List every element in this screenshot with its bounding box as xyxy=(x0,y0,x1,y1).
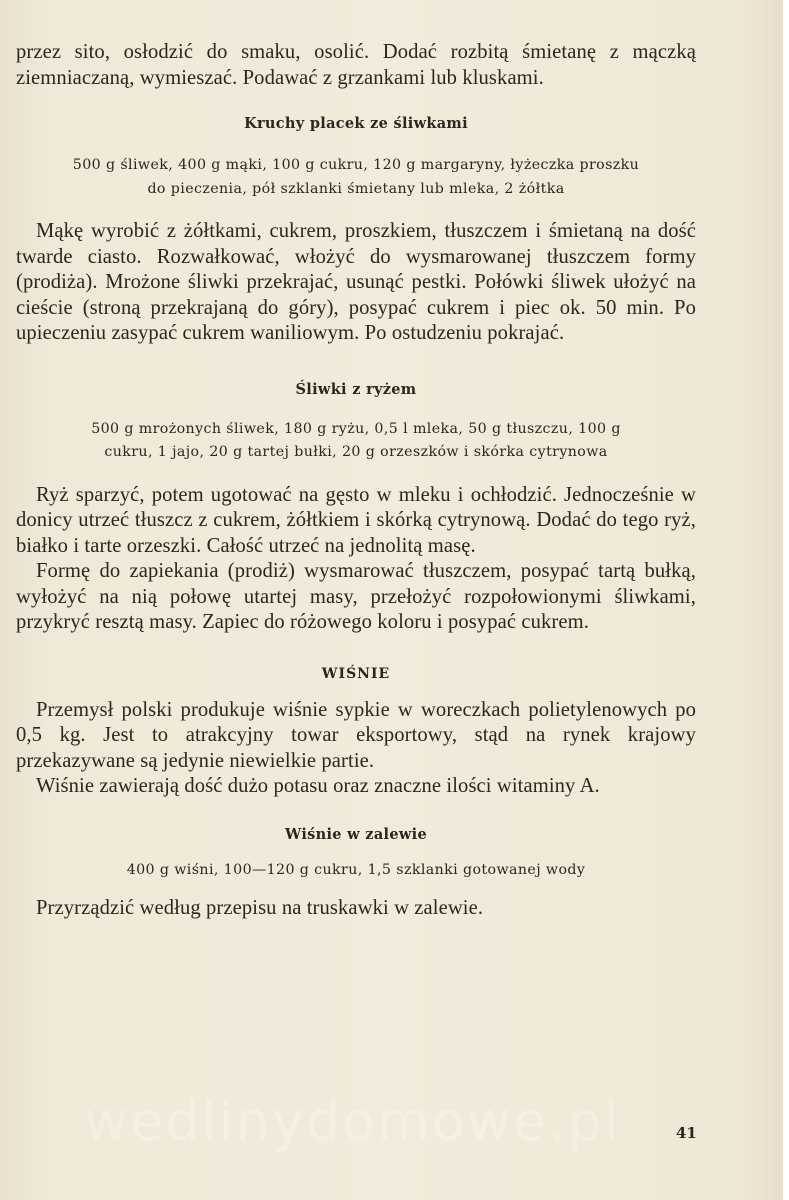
recipe-method-sliwki-z-ryzem-2: Formę do zapiekania (prodiż) wysmarować tłuszczem, posypać tartą bułką, wyłożyć na nią połowę utartej masy, przełożyć rozpołowionymi śliwkami, przykryć resztą masy. Zapiec do różowego koloru i posypać cukrem. xyxy=(16,560,696,633)
recipe-title-sliwki-z-ryzem: Śliwki z ryżem xyxy=(295,380,417,398)
recipe-method-sliwki-z-ryzem-1: Ryż sparzyć, potem ugotować na gęsto w mleku i ochłodzić. Jednocześnie w donicy utrzeć tłuszcz z cukrem, żółtkiem i skórką cytrynową. Dodać do tego ryż, białko i tarte orzeszki. Całość utrzeć na jednolitą masę. xyxy=(16,483,696,557)
section-paragraph-2: Wiśnie zawierają dość dużo potasu oraz znaczne ilości witaminy A. xyxy=(36,775,600,797)
recipe-ingredients-kruchy-placek: 500 g śliwek, 400 g mąki, 100 g cukru, 120 g margaryny, łyżeczka proszku do pieczenia, pół szklanki śmietany lub mleka, 2 żółtka xyxy=(72,157,640,197)
recipe-title-kruchy-placek: Kruchy placek ze śliwkami xyxy=(244,115,468,132)
intro-paragraph: przez sito, osłodzić do smaku, osolić. Dodać rozbitą śmietanę z mączką ziemniaczaną, wymieszać. Podawać z grzankami lub kluskami. xyxy=(16,41,696,89)
section-paragraph-1: Przemysł polski produkuje wiśnie sypkie w woreczkach polietylenowych po 0,5 kg. Jest to atrakcyjny towar eksportowy, stąd na rynek krajowy przekazywane są jedynie niewielkie partie. xyxy=(16,698,696,772)
page-content xyxy=(16,40,696,922)
recipe-ingredients-sliwki-z-ryzem: 500 g mrożonych śliwek, 180 g ryżu, 0,5 l mleka, 50 g tłuszczu, 100 g cukru, 1 jajo, 20 g tartej bułki, 20 g orzeszków i skórka cytrynowa xyxy=(91,420,621,460)
recipe-title-wisnie-w-zalewie: Wiśnie w zalewie xyxy=(285,825,427,843)
recipe-ingredients-wisnie-w-zalewie: 400 g wiśni, 100—120 g cukru, 1,5 szklanki gotowanej wody xyxy=(126,861,586,878)
recipe-method-wisnie-w-zalewie: Przyrządzić według przepisu na truskawki w zalewie. xyxy=(36,897,484,919)
section-title-wisnie: WIŚNIE xyxy=(321,665,391,682)
recipe-method-kruchy-placek: Mąkę wyrobić z żółtkami, cukrem, proszkiem, tłuszczem i śmietaną na dość twarde ciasto. Rozwałkować, włożyć do wysmarowanej tłuszczem formy (prodiża). Mrożone śliwki przekrajać, usunąć pestki. Połówki śliwek ułożyć na cieście (stroną przekrajaną do góry), posypać cukrem i piec ok. 50 min. Po upieczeniu zasypać cukrem waniliowym. Po ostudzeniu pokrajać. xyxy=(16,220,696,344)
watermark: wedlinydomowe.pl xyxy=(84,1090,621,1153)
page-number: 41 xyxy=(676,1124,697,1142)
page-edge xyxy=(783,0,789,1200)
